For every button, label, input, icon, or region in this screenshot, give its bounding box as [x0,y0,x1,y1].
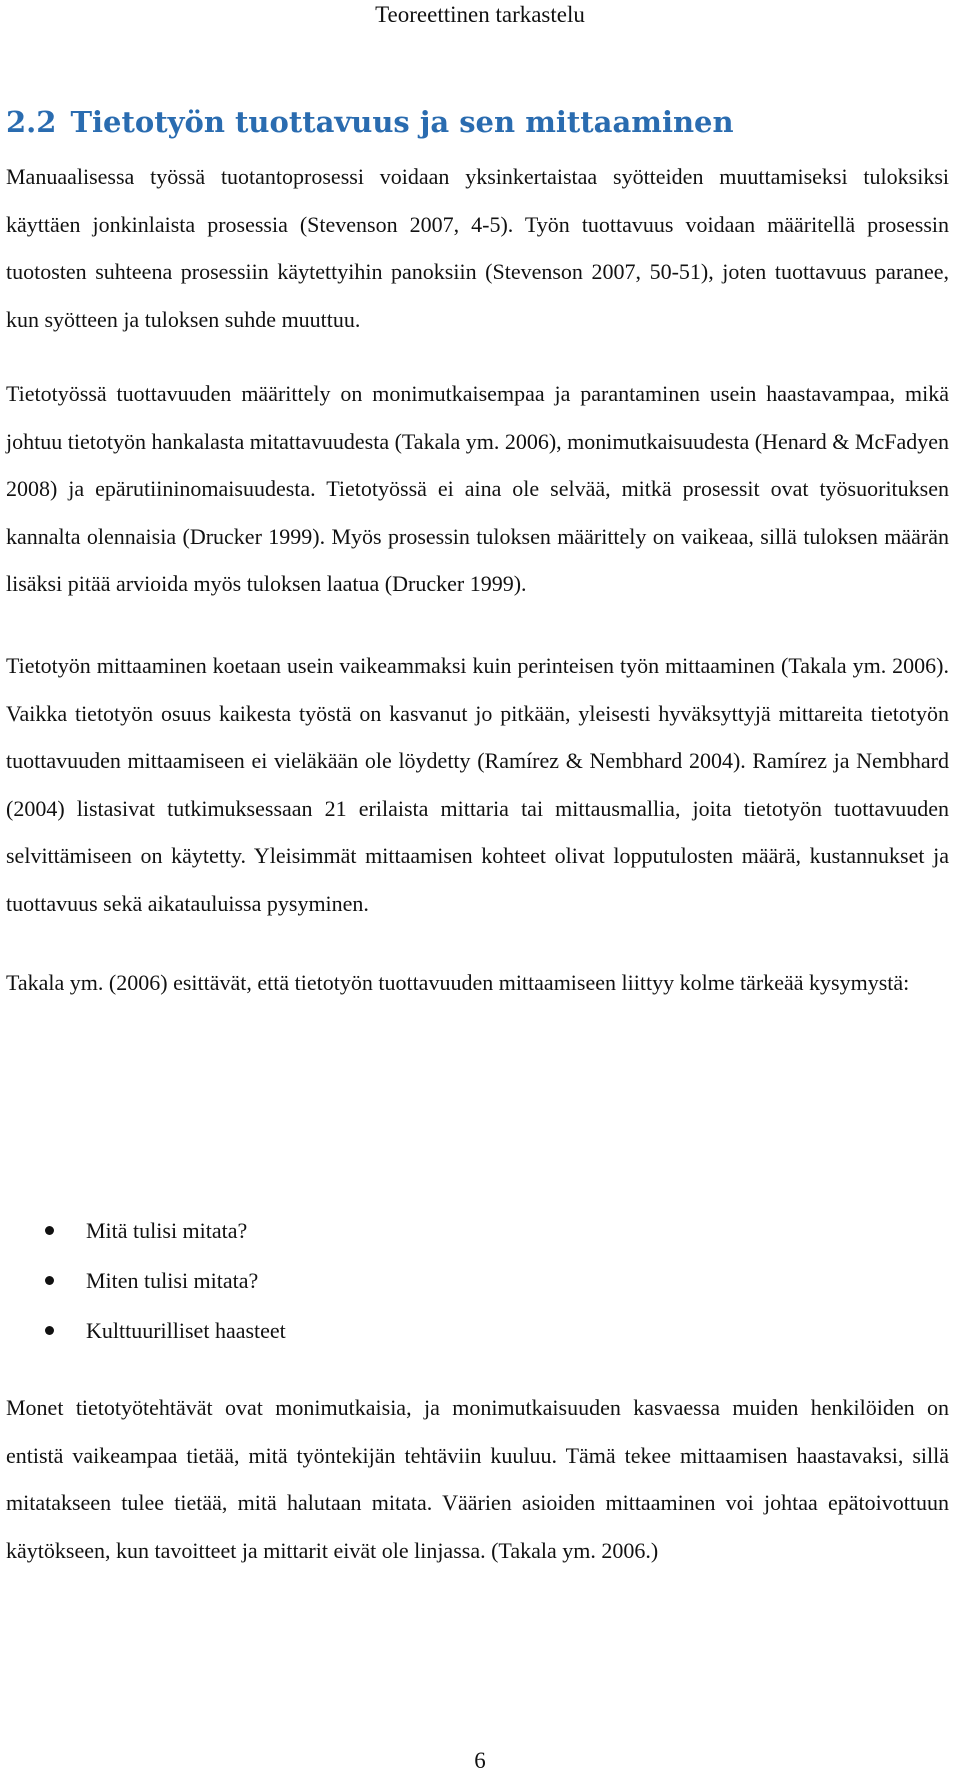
bullet-icon [45,1276,54,1285]
paragraph-complex-tasks: Monet tietotyötehtävät ovat monimutkaisia, ja monimutkaisuuden kasvaessa muiden henkilöiden on entistä vaikeampaa tietää, mitä työntekijän tehtäviin kuuluu. Tämä tekee mittaamisen haastavaksi, sillä mitatakseen tulee tietää, mitä halutaan mitata. Väärien asioiden mittaaminen voi johtaa epätoivottuun käytökseen, kun tavoitteet ja mittarit eivät ole linjassa. (Takala ym. 2006.) [6,1395,949,1563]
running-header: Teoreettinen tarkastelu [375,2,585,27]
page-number: 6 [474,1748,486,1773]
list-item [0,1206,940,1256]
bullet-icon [45,1226,54,1235]
paragraph-three-questions: Takala ym. (2006) esittävät, että tietotyön tuottavuuden mittaamiseen liittyy kolme tärkeää kysymystä: [6,970,910,995]
section-title: Tietotyön tuottavuus ja sen mittaaminen [70,105,734,140]
list-item-text: Miten tulisi mitata? [86,1268,259,1293]
paragraph-manual-work: Manuaalisessa työssä tuotantoprosessi voidaan yksinkertaistaa syötteiden muuttamiseksi tuloksiksi käyttäen jonkinlaista prosessia (Stevenson 2007, 4-5). Työn tuottavuus voidaan määritellä prosessin tuotosten suhteena prosessiin käytettyihin panoksiin (Stevenson 2007, 50-51), joten tuottavuus paranee, kun syötteen ja tuloksen suhde muuttuu. [6,164,949,332]
list-item-text: Kulttuurilliset haasteet [86,1318,286,1343]
section-heading [6,104,946,140]
list-item [0,1306,940,1356]
list-item [0,1256,940,1306]
section-number: 2.2 [6,105,57,140]
list-item-text: Mitä tulisi mitata? [86,1218,248,1243]
paragraph-knowledge-work-productivity: Tietotyössä tuottavuuden määrittely on monimutkaisempaa ja parantaminen usein haastavampaa, mikä johtuu tietotyön hankalasta mitattavuudesta (Takala ym. 2006), monimutkaisuudesta (Henard & McFadyen 2008) ja epärutiininomaisuudesta. Tietotyössä ei aina ole selvää, mitkä prosessit ovat työsuorituksen kannalta olennaisia (Drucker 1999). Myös prosessin tuloksen määrittely on vaikeaa, sillä tuloksen määrän lisäksi pitää arvioida myös tuloksen laatua (Drucker 1999). [6,381,950,596]
bullet-icon [45,1326,54,1335]
question-list [0,1206,940,1356]
paragraph-measurement-difficulty: Tietotyön mittaaminen koetaan usein vaikeammaksi kuin perinteisen työn mittaaminen (Takala ym. 2006). Vaikka tietotyön osuus kaikesta työstä on kasvanut jo pitkään, yleisesti hyväksyttyjä mittareita tietotyön tuottavuuden mittaamiseen ei vieläkään ole löydetty (Ramírez & Nembhard 2004). Ramírez ja Nembhard (2004) listasivat tutkimuksessaan 21 erilaista mittaria tai mittausmallia, joita tietotyön tuottavuuden selvittämiseen on käytetty. Yleisimmät mittaamisen kohteet olivat lopputulosten määrä, kustannukset ja tuottavuus sekä aikatauluissa pysyminen. [6,653,949,916]
